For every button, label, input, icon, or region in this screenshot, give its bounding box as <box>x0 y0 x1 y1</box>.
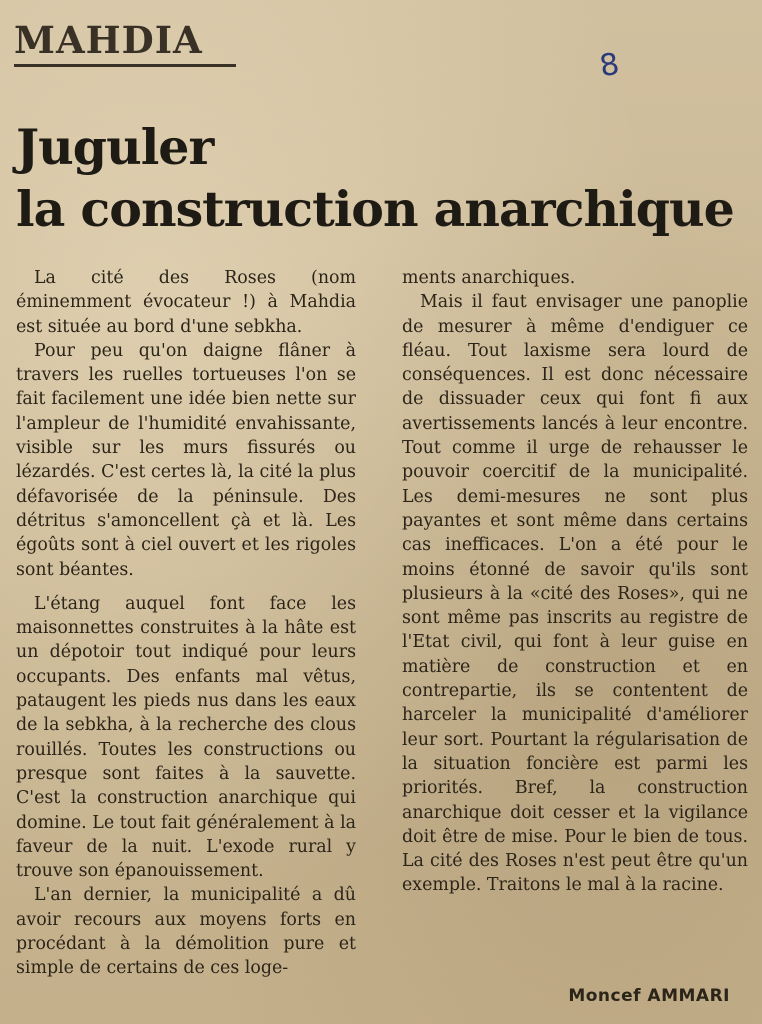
paragraph: Mais il faut envisager une panoplie de mesurer à même d'endiguer ce fléau. Tout laxisme sera lourd de conséquences. Il est donc nécessaire de dissuader ceux qui font fi aux avertissements lancés à leur encontre. Tout comme il urge de rehausser le pouvoir coercitif de la municipalité. Les demi-mesures ne sont plus payantes et sont même dans certains cas inefficaces. L'on a été pour le moins étonné de savoir qu'ils sont plusieurs à la «cité des Roses», qui ne sont même pas inscrits au registre de l'Etat civil, qui font à leur guise en matière de construction et en contrepartie, ils se contentent de harceler la municipalité d'améliorer leur sort. Pourtant la régularisation de la situation foncière est parmi les priorités. Bref, la construction anarchique doit cesser et la vigilance doit être de mise. Pour le bien de tous. La cité des Roses n'est peut être qu'un exemple. Traitons le mal à la racine. <box>402 292 748 896</box>
paragraph: La cité des Roses (nom éminemment évocateur !) à Mahdia est située au bord d'une sebkha. <box>16 268 356 337</box>
headline-line-2: la construction anarchique <box>16 180 734 238</box>
handwritten-mark: 8 <box>597 46 622 85</box>
headline-line-1: Juguler <box>16 118 214 176</box>
paragraph: L'an dernier, la municipalité a dû avoir recours aux moyens forts en procédant à la démolition pure et simple de certains de ces loge- <box>16 885 356 979</box>
article-column-right <box>402 266 748 898</box>
section-rule <box>14 64 236 67</box>
headline <box>16 116 734 240</box>
article-column-left <box>16 266 356 981</box>
author-byline: Moncef AMMARI <box>568 986 730 1006</box>
paragraph: L'étang auquel font face les maisonnettes construites à la hâte est un dépotoir tout indiqué pour leurs occupants. Des enfants mal vêtus, pataugent les pieds nus dans les eaux de la sebkha, à la recherche des clous rouillés. Toutes les constructions ou presque sont faites à la sauvette. C'est la construction anarchique qui domine. Le tout fait généralement à la faveur de la nuit. L'exode rural y trouve son épanouissement. <box>16 593 356 882</box>
paragraph: ments anarchiques. <box>402 268 576 288</box>
paragraph: Pour peu qu'on daigne flâner à travers les ruelles tortueuses l'on se fait facilement une idée bien nette sur l'ampleur de l'humidité envahissante, visible sur les murs fissurés ou lézardés. C'est certes là, la cité la plus défavorisée de la péninsule. Des détritus s'amoncellent çà et là. Les égoûts sont à ciel ouvert et les rigoles sont béantes. <box>16 340 356 580</box>
section-label: MAHDIA <box>14 18 203 62</box>
